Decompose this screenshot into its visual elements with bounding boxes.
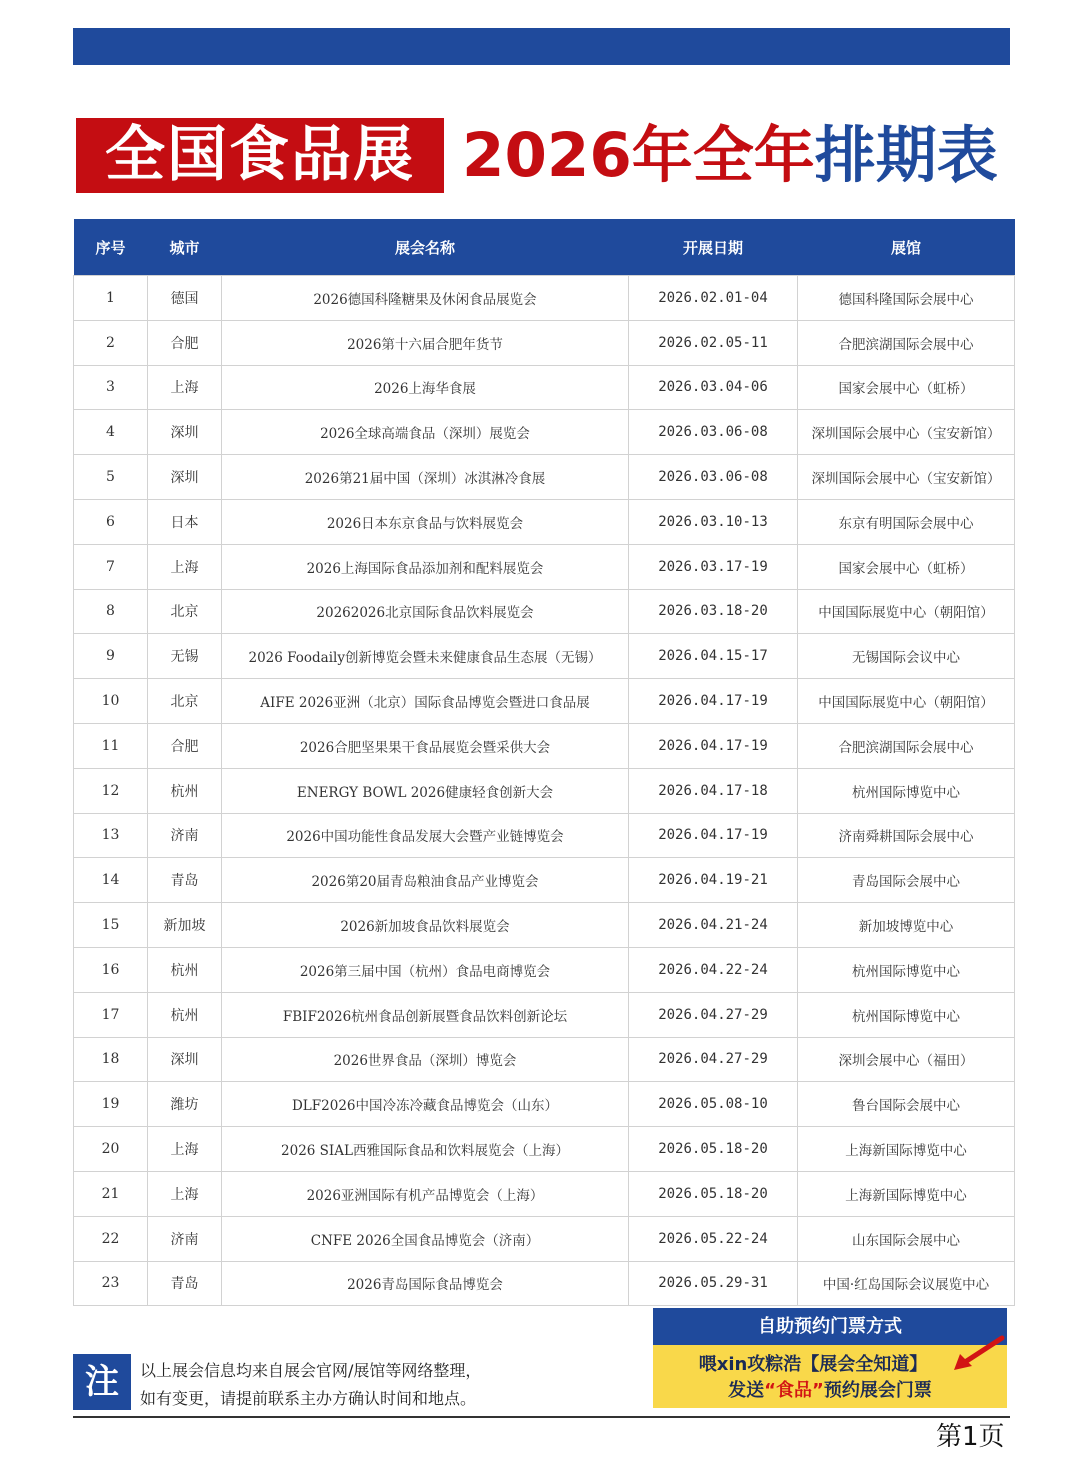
cell-date: 2026.04.22-24 — [629, 947, 798, 992]
table-row — [74, 858, 1015, 903]
cell-name: 2026上海华食展 — [222, 365, 629, 410]
cell-date: 2026.03.06-08 — [629, 455, 798, 500]
cell-name: 2026世界食品（深圳）博览会 — [222, 1037, 629, 1082]
page-title — [462, 118, 998, 193]
cell-venue: 上海新国际博览中心 — [798, 1127, 1015, 1172]
cell-city: 深圳 — [148, 1037, 222, 1082]
note-badge — [73, 1354, 131, 1410]
cell-venue: 合肥滨湖国际会展中心 — [798, 320, 1015, 365]
cell-name: 2026 Foodaily创新博览会暨未来健康食品生态展（无锡） — [222, 634, 629, 679]
cell-date: 2026.05.18-20 — [629, 1171, 798, 1216]
cell-venue: 上海新国际博览中心 — [798, 1171, 1015, 1216]
title-part1: 全国食品展 — [105, 120, 415, 190]
cell-city: 深圳 — [148, 455, 222, 500]
table-body — [74, 276, 1015, 1306]
cell-name: AIFE 2026亚洲（北京）国际食品博览会暨进口食品展 — [222, 679, 629, 724]
cell-venue: 深圳国际会展中心（宝安新馆） — [798, 455, 1015, 500]
header-index: 序号 — [74, 219, 148, 276]
cell-index: 8 — [74, 589, 148, 634]
header-date: 开展日期 — [629, 219, 798, 276]
cell-index: 7 — [74, 544, 148, 589]
cell-index: 19 — [74, 1082, 148, 1127]
cell-date: 2026.04.27-29 — [629, 992, 798, 1037]
cell-index: 6 — [74, 499, 148, 544]
cell-index: 11 — [74, 723, 148, 768]
cell-city: 上海 — [148, 1171, 222, 1216]
cell-index: 18 — [74, 1037, 148, 1082]
cell-name: 2026第21届中国（深圳）冰淇淋冷食展 — [222, 455, 629, 500]
cell-city: 上海 — [148, 365, 222, 410]
cell-index: 14 — [74, 858, 148, 903]
cell-city: 潍坊 — [148, 1082, 222, 1127]
cell-city: 无锡 — [148, 634, 222, 679]
red-arrow-icon — [950, 1332, 1008, 1374]
table-row — [74, 1127, 1015, 1172]
cell-name: ENERGY BOWL 2026健康轻食创新大会 — [222, 768, 629, 813]
cell-name: 2026上海国际食品添加剂和配料展览会 — [222, 544, 629, 589]
cell-venue: 国家会展中心（虹桥） — [798, 365, 1015, 410]
cell-date: 2026.03.04-06 — [629, 365, 798, 410]
cell-index: 17 — [74, 992, 148, 1037]
cell-venue: 杭州国际博览中心 — [798, 992, 1015, 1037]
table-row — [74, 1037, 1015, 1082]
ticket-line2-suffix: 预约展会门票 — [823, 1380, 932, 1401]
cell-date: 2026.04.17-19 — [629, 723, 798, 768]
cell-city: 上海 — [148, 544, 222, 589]
cell-city: 德国 — [148, 276, 222, 321]
cell-venue: 青岛国际会展中心 — [798, 858, 1015, 903]
cell-date: 2026.03.18-20 — [629, 589, 798, 634]
cell-date: 2026.05.08-10 — [629, 1082, 798, 1127]
cell-name: 2026青岛国际食品博览会 — [222, 1261, 629, 1306]
cell-date: 2026.05.22-24 — [629, 1216, 798, 1261]
cell-date: 2026.04.15-17 — [629, 634, 798, 679]
cell-index: 1 — [74, 276, 148, 321]
cell-venue: 鲁台国际会展中心 — [798, 1082, 1015, 1127]
table-row — [74, 992, 1015, 1037]
table-row — [74, 1082, 1015, 1127]
cell-city: 杭州 — [148, 768, 222, 813]
cell-index: 23 — [74, 1261, 148, 1306]
cell-name: DLF2026中国冷冻冷藏食品博览会（山东） — [222, 1082, 629, 1127]
cell-index: 4 — [74, 410, 148, 455]
cell-name: FBIF2026杭州食品创新展暨食品饮料创新论坛 — [222, 992, 629, 1037]
cell-city: 北京 — [148, 589, 222, 634]
cell-city: 合肥 — [148, 723, 222, 768]
cell-name: 2026德国科隆糖果及休闲食品展览会 — [222, 276, 629, 321]
table-row — [74, 1261, 1015, 1306]
ticket-keyword: “食品” — [764, 1380, 824, 1401]
cell-name: 2026中国功能性食品发展大会暨产业链博览会 — [222, 813, 629, 858]
cell-name: 2026第十六届合肥年货节 — [222, 320, 629, 365]
note-line2: 如有变更，请提前联系主办方确认时间和地点。 — [140, 1389, 477, 1408]
ticket-line2 — [653, 1379, 1007, 1403]
cell-name: 2026第20届青岛粮油食品产业博览会 — [222, 858, 629, 903]
cell-venue: 中国国际展览中心（朝阳馆） — [798, 589, 1015, 634]
cell-index: 10 — [74, 679, 148, 724]
cell-date: 2026.04.21-24 — [629, 903, 798, 948]
cell-venue: 山东国际会展中心 — [798, 1216, 1015, 1261]
cell-name: 2026合肥坚果果干食品展览会暨采供大会 — [222, 723, 629, 768]
cell-venue: 德国科隆国际会展中心 — [798, 276, 1015, 321]
title-part3: 排期表 — [814, 120, 998, 191]
header-venue: 展馆 — [798, 219, 1015, 276]
footer-divider — [73, 1416, 1010, 1418]
cell-date: 2026.05.18-20 — [629, 1127, 798, 1172]
cell-date: 2026.02.01-04 — [629, 276, 798, 321]
cell-venue: 中国·红岛国际会议展览中心 — [798, 1261, 1015, 1306]
table-header-row — [74, 219, 1015, 276]
cell-city: 青岛 — [148, 1261, 222, 1306]
cell-index: 5 — [74, 455, 148, 500]
page-number: 第1页 — [936, 1422, 1005, 1452]
note-line1: 以上展会信息均来自展会官网/展馆等网络整理， — [140, 1361, 482, 1380]
cell-index: 22 — [74, 1216, 148, 1261]
cell-date: 2026.03.10-13 — [629, 499, 798, 544]
top-banner-bar — [73, 28, 1010, 65]
cell-index: 21 — [74, 1171, 148, 1216]
cell-venue: 深圳国际会展中心（宝安新馆） — [798, 410, 1015, 455]
cell-name: 2026日本东京食品与饮料展览会 — [222, 499, 629, 544]
note-badge-text: 注 — [85, 1362, 119, 1402]
cell-index: 9 — [74, 634, 148, 679]
table-row — [74, 544, 1015, 589]
cell-city: 青岛 — [148, 858, 222, 903]
cell-index: 15 — [74, 903, 148, 948]
cell-date: 2026.04.17-19 — [629, 679, 798, 724]
cell-venue: 中国国际展览中心（朝阳馆） — [798, 679, 1015, 724]
cell-date: 2026.02.05-11 — [629, 320, 798, 365]
cell-city: 新加坡 — [148, 903, 222, 948]
cell-name: 2026全球高端食品（深圳）展览会 — [222, 410, 629, 455]
cell-city: 合肥 — [148, 320, 222, 365]
ticket-line1: 喂xin攻粽浩【展会全知道】 — [698, 1354, 928, 1375]
table-row — [74, 947, 1015, 992]
table-row — [74, 1171, 1015, 1216]
table-row — [74, 723, 1015, 768]
ticket-header: 自助预约门票方式 — [653, 1308, 1007, 1345]
cell-venue: 杭州国际博览中心 — [798, 947, 1015, 992]
cell-venue: 合肥滨湖国际会展中心 — [798, 723, 1015, 768]
table-row — [74, 903, 1015, 948]
ticket-line2-prefix: 发送 — [728, 1380, 765, 1401]
cell-venue: 新加坡博览中心 — [798, 903, 1015, 948]
cell-city: 济南 — [148, 813, 222, 858]
header-city: 城市 — [148, 219, 222, 276]
cell-index: 13 — [74, 813, 148, 858]
cell-date: 2026.05.29-31 — [629, 1261, 798, 1306]
table-row — [74, 1216, 1015, 1261]
table-row — [74, 320, 1015, 365]
cell-index: 16 — [74, 947, 148, 992]
cell-index: 20 — [74, 1127, 148, 1172]
cell-city: 北京 — [148, 679, 222, 724]
cell-city: 日本 — [148, 499, 222, 544]
table-row — [74, 499, 1015, 544]
cell-date: 2026.04.17-19 — [629, 813, 798, 858]
cell-city: 济南 — [148, 1216, 222, 1261]
cell-city: 深圳 — [148, 410, 222, 455]
cell-venue: 深圳会展中心（福田） — [798, 1037, 1015, 1082]
header-name: 展会名称 — [222, 219, 629, 276]
cell-date: 2026.04.19-21 — [629, 858, 798, 903]
cell-date: 2026.03.06-08 — [629, 410, 798, 455]
table-row — [74, 365, 1015, 410]
cell-name: 2026第三届中国（杭州）食品电商博览会 — [222, 947, 629, 992]
table-row — [74, 276, 1015, 321]
cell-date: 2026.03.17-19 — [629, 544, 798, 589]
cell-venue: 无锡国际会议中心 — [798, 634, 1015, 679]
cell-name: 2026 SIAL西雅国际食品和饮料展览会（上海） — [222, 1127, 629, 1172]
cell-name: 2026新加坡食品饮料展览会 — [222, 903, 629, 948]
table-row — [74, 679, 1015, 724]
cell-date: 2026.04.27-29 — [629, 1037, 798, 1082]
table-row — [74, 455, 1015, 500]
table-row — [74, 589, 1015, 634]
cell-index: 12 — [74, 768, 148, 813]
schedule-table — [73, 219, 1015, 1306]
cell-venue: 杭州国际博览中心 — [798, 768, 1015, 813]
note-text — [140, 1357, 600, 1413]
cell-index: 2 — [74, 320, 148, 365]
cell-name: 20262026北京国际食品饮料展览会 — [222, 589, 629, 634]
cell-index: 3 — [74, 365, 148, 410]
cell-venue: 国家会展中心（虹桥） — [798, 544, 1015, 589]
cell-venue: 东京有明国际会展中心 — [798, 499, 1015, 544]
title-red-block — [76, 118, 444, 193]
table-row — [74, 634, 1015, 679]
table-row — [74, 813, 1015, 858]
title-part2: 2026年全年 — [462, 120, 815, 191]
cell-name: 2026亚洲国际有机产品博览会（上海） — [222, 1171, 629, 1216]
cell-city: 上海 — [148, 1127, 222, 1172]
cell-city: 杭州 — [148, 947, 222, 992]
cell-city: 杭州 — [148, 992, 222, 1037]
table-row — [74, 410, 1015, 455]
table-row — [74, 768, 1015, 813]
cell-date: 2026.04.17-18 — [629, 768, 798, 813]
cell-name: CNFE 2026全国食品博览会（济南） — [222, 1216, 629, 1261]
cell-venue: 济南舜耕国际会展中心 — [798, 813, 1015, 858]
